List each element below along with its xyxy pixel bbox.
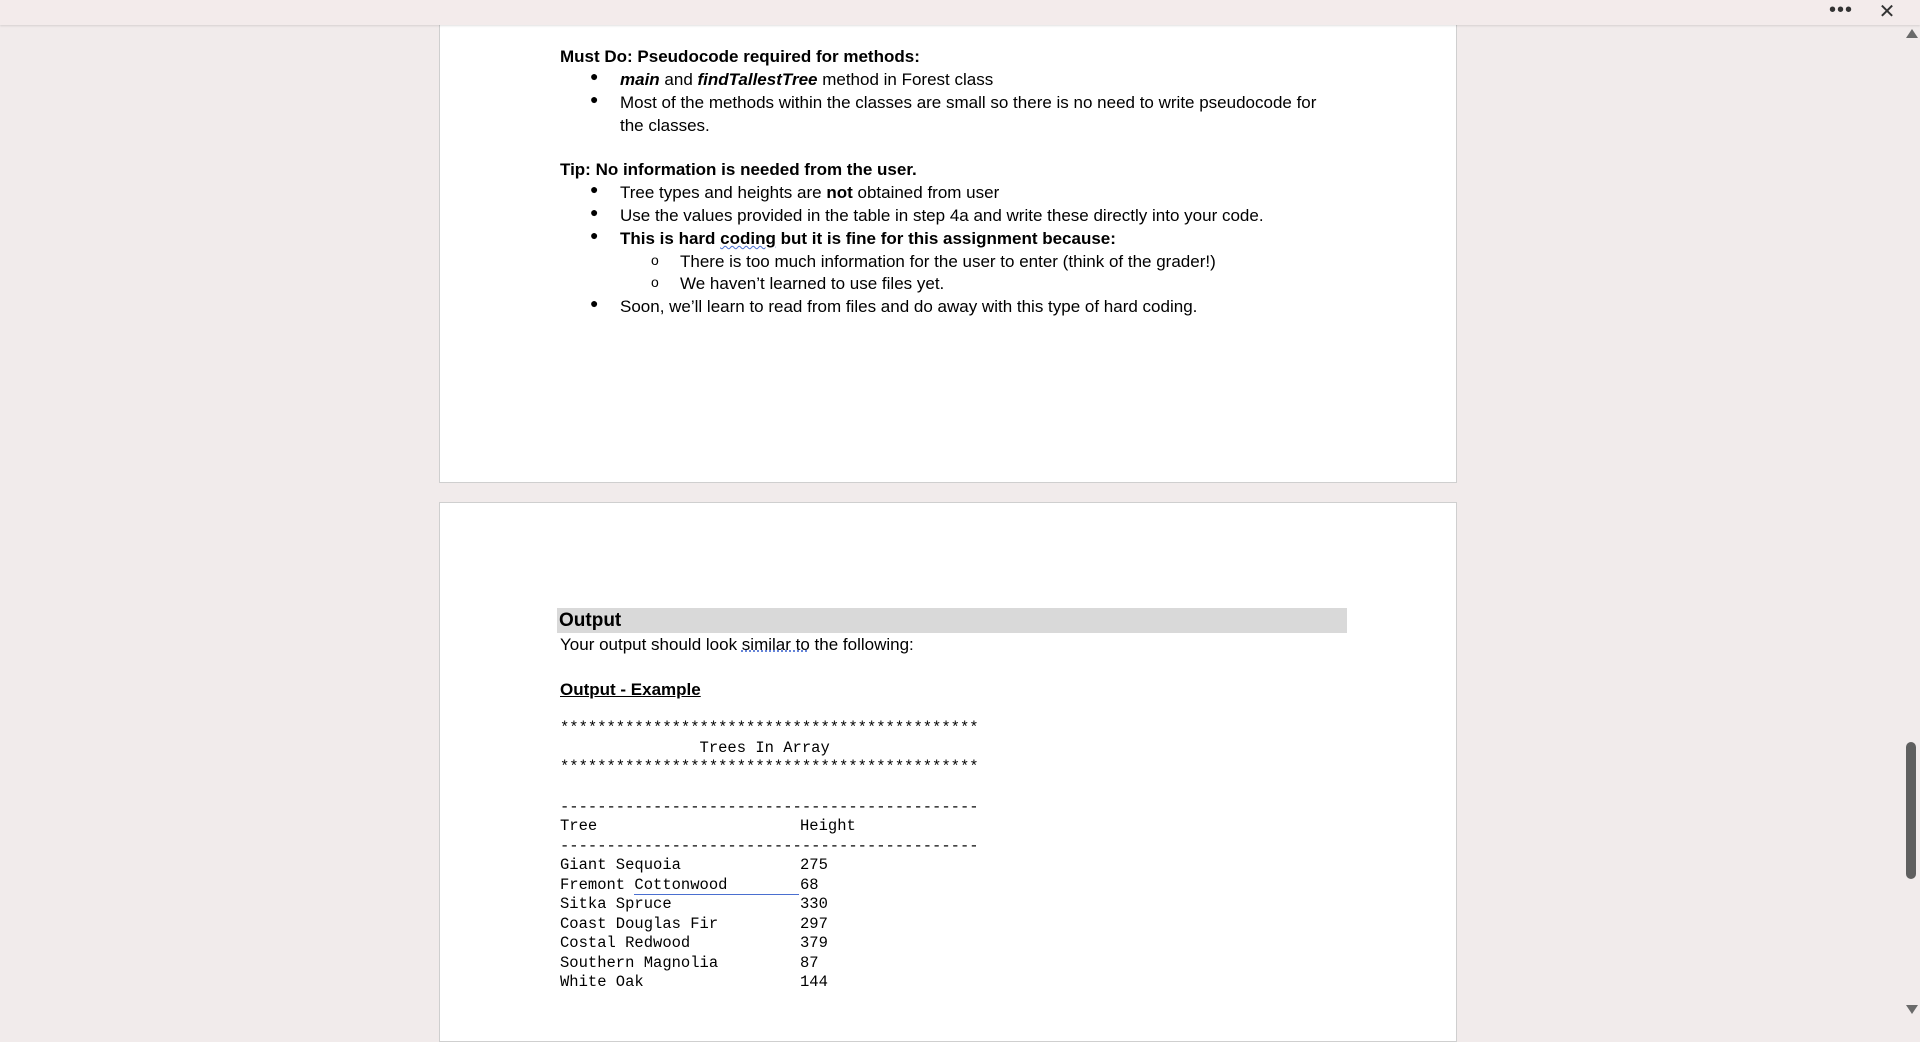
scrollbar-thumb[interactable] [1906,742,1916,879]
must-do-heading: Must Do: Pseudocode required for methods: [560,47,920,66]
list-item-text [620,68,993,91]
console-output [560,719,979,993]
close-button[interactable] [1870,0,1904,25]
table-row [560,895,979,915]
list-item [560,204,1350,227]
circle-bullet-icon: o [651,274,659,290]
title-line: Trees In Array [560,738,830,757]
list-item-line: the classes. [620,116,710,135]
output-intro [560,633,914,656]
list-item-text [620,227,1116,250]
circle-bullet-icon: o [651,252,659,268]
tree-height: 330 [800,895,828,913]
tree-name: Giant Sequoia [560,856,681,874]
tree-name-cottonwood[interactable]: Cottonwood [634,877,799,895]
table-row [560,856,979,876]
dash-line: --------------------------------------------- [560,836,979,855]
scroll-up-arrow-icon[interactable] [1906,29,1918,38]
sub-list-item-text: We haven’t learned to use files yet. [680,274,945,293]
list-item [560,91,1350,137]
text-and: and [659,70,698,89]
text-forest-class: method in Forest class [817,70,994,89]
tree-height: 68 [800,875,819,894]
document-page-2 [439,502,1457,1042]
tree-height: 379 [800,934,828,952]
list-item-text [620,181,999,204]
close-icon: ✕ [1878,1,1896,23]
tree-height: 87 [800,953,819,972]
tree-height: 275 [800,856,828,874]
more-options-button[interactable] [1824,0,1858,25]
more-horizontal-icon: ••• [1828,0,1853,21]
text-not: not [826,183,853,202]
tree-name-part: Fremont [560,875,635,894]
tree-name: Costal Redwood [560,934,691,952]
tree-height: 144 [800,973,828,991]
list-item [560,227,1350,250]
sub-list-item [560,272,1350,295]
stars-line: ********************************************* [560,758,979,776]
text-segment: the following: [809,635,914,654]
tip-heading: Tip: No information is needed from the user. [560,160,917,179]
text-segment: but it is fine for this assignment because: [775,229,1116,248]
list-item-text: Soon, we’ll learn to read from files and do away with this type of hard coding. [620,297,1198,316]
text-segment: Your output should look [560,635,742,654]
document-page-1 [439,0,1457,483]
list-item-line: Most of the methods within the classes are small so there is no need to write pseudocode for [620,93,1317,112]
text-segment: This is hard [620,229,721,248]
tree-name: Coast Douglas Fir [560,914,719,933]
list-item [560,295,1350,318]
output-section-heading: Output [557,608,1347,633]
column-header-tree: Tree [560,817,598,835]
output-example-heading: Output - Example [560,680,701,699]
window-top-bar [0,0,1920,25]
page2-body [560,608,1350,1028]
list-item-text: Use the values provided in the table in step 4a and write these directly into your code. [620,206,1264,225]
table-header [560,817,979,837]
text-segment: obtained from user [852,183,1000,202]
vertical-scrollbar[interactable] [1904,25,1920,1018]
tree-height: 297 [800,914,828,933]
table-row [560,915,979,935]
bullet-icon: ● [590,91,599,107]
sub-list-item-text: There is too much information for the user to enter (think of the grader!) [680,252,1216,271]
table-row [560,954,979,974]
tree-name: Sitka Spruce [560,895,672,913]
text-coding[interactable]: coding [720,229,776,248]
method-main: main [620,70,660,89]
table-row [560,973,979,993]
page1-body [560,45,1350,318]
stars-line: ********************************************* [560,719,979,737]
table-row [560,876,979,896]
bullet-icon: ● [590,181,599,197]
list-item [560,181,1350,204]
dash-line: --------------------------------------------- [560,797,979,816]
method-findtallesttree: findTallestTree [697,70,818,89]
column-header-height: Height [800,817,856,835]
tree-name [560,876,800,896]
bullet-icon: ● [590,204,599,220]
list-item-text [620,91,1316,137]
bullet-icon: ● [590,227,599,243]
scroll-down-arrow-icon[interactable] [1906,1005,1918,1014]
list-item [560,68,1350,91]
tree-name: Southern Magnolia [560,953,719,972]
sub-list-item [560,250,1350,272]
text-similar-to[interactable]: similar to [741,635,810,654]
bullet-icon: ● [590,68,599,84]
text-segment: Tree types and heights are [620,183,827,202]
table-row [560,934,979,954]
tree-name: White Oak [560,973,644,991]
bullet-icon: ● [590,295,599,311]
